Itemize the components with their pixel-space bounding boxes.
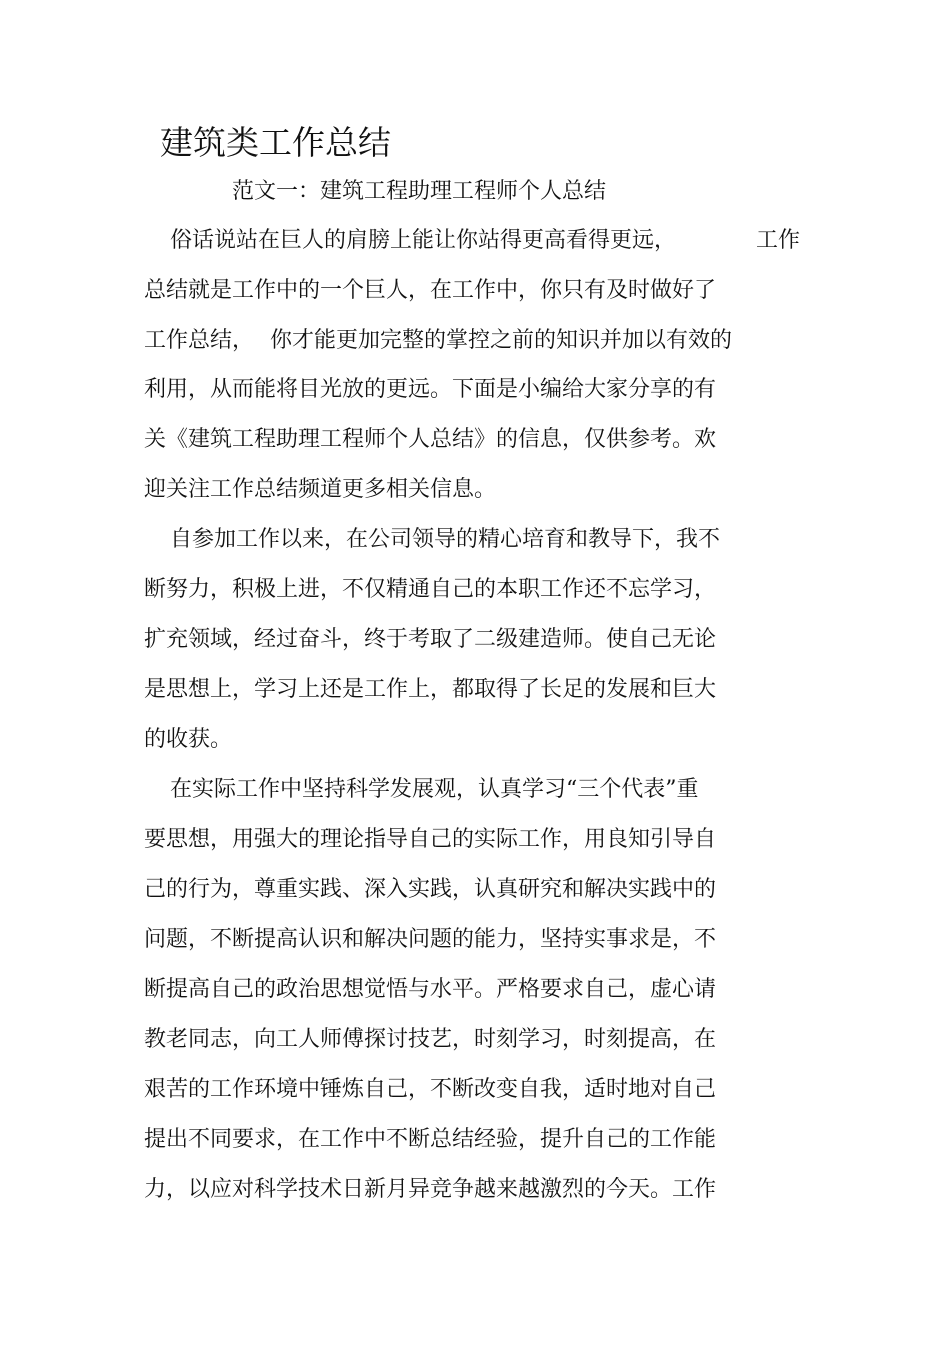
text-line: 问题，不断提高认识和解决问题的能力，坚持实事求是，不: [144, 927, 717, 952]
text-line: 艰苦的工作环境中锤炼自己，不断改变自我，适时地对自己: [144, 1077, 717, 1102]
text-line: 利用，从而能将目光放的更远。下面是小编给大家分享的有: [144, 377, 717, 402]
text-line: 断提高自己的政治思想觉悟与水平。严格要求自己，虚心请: [144, 977, 717, 1002]
text-line: 提出不同要求，在工作中不断总结经验，提升自己的工作能: [144, 1127, 717, 1152]
text-line: 要思想，用强大的理论指导自己的实际工作，用良知引导自: [144, 827, 717, 852]
text-line: 扩充领域，经过奋斗，终于考取了二级建造师。使自己无论: [144, 627, 717, 652]
text-line: 力，以应对科学技术日新月异竞争越来越激烈的今天。工作: [144, 1177, 717, 1202]
text-line: 你才能更加完整的掌控之前的知识并加以有效的: [270, 328, 733, 353]
text-line: 教老同志，向工人师傅探讨技艺，时刻学习，时刻提高，在: [144, 1027, 717, 1052]
text-line: 断努力，积极上进，不仅精通自己的本职工作还不忘学习，: [144, 577, 717, 602]
text-line: 己的行为，尊重实践、深入实践，认真研究和解决实践中的: [144, 877, 717, 902]
text-line: 自参加工作以来，在公司领导的精心培育和教导下，我不: [170, 527, 721, 552]
text-line: 在实际工作中坚持科学发展观，认真学习“三个代表”重: [170, 777, 699, 802]
text-line: 工作总结，: [144, 328, 255, 353]
document-title: 建筑类工作总结: [160, 123, 391, 162]
text-line: 的收获。: [144, 727, 233, 752]
text-line: 关《建筑工程助理工程师个人总结》的信息，仅供参考。欢: [144, 427, 717, 452]
document-subtitle: 范文一：建筑工程助理工程师个人总结: [232, 179, 607, 204]
text-line: 总结就是工作中的一个巨人，在工作中，你只有及时做好了: [144, 278, 717, 303]
text-line: 工作: [756, 228, 801, 253]
text-line: 是思想上，学习上还是工作上，都取得了长足的发展和巨大: [144, 677, 717, 702]
text-line: 迎关注工作总结频道更多相关信息。: [144, 477, 497, 502]
text-line: 俗话说站在巨人的肩膀上能让你站得更高看得更远，: [170, 228, 677, 253]
